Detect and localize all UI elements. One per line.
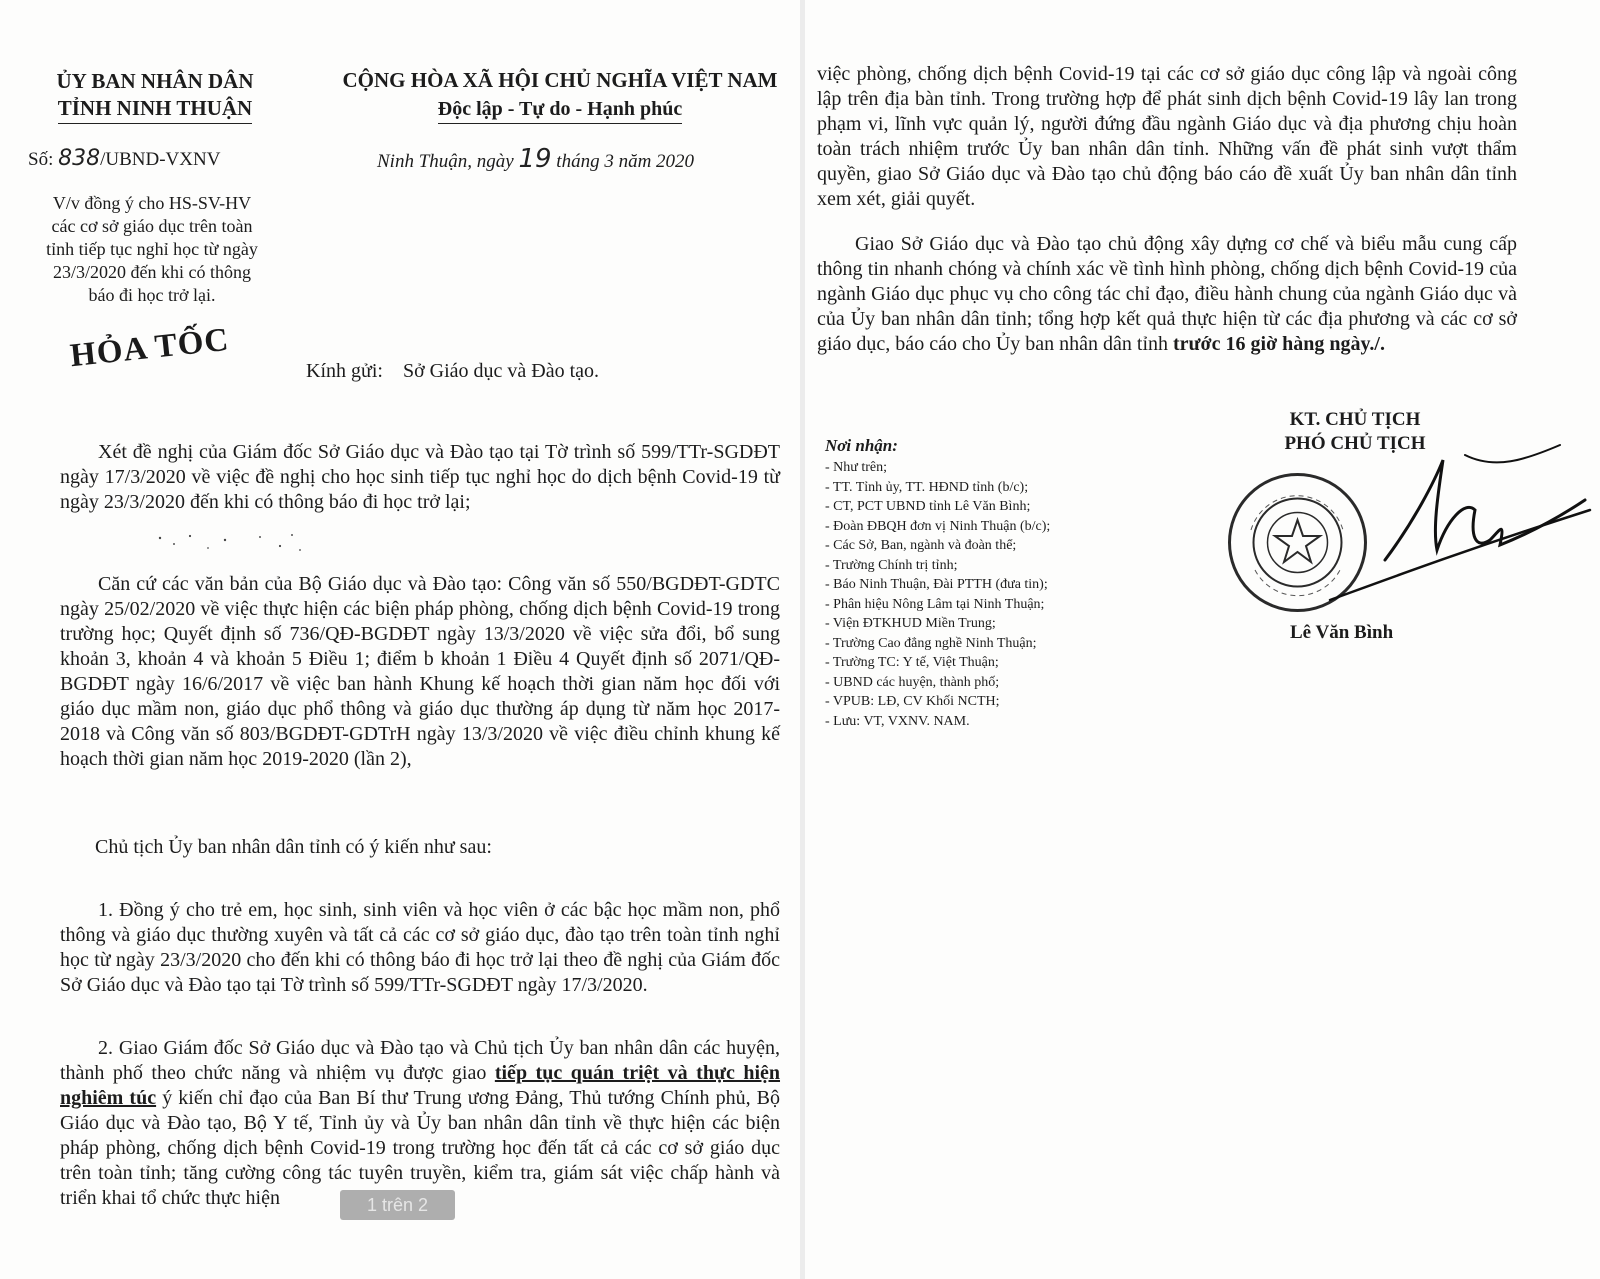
recipient-item: - Trường TC: Y tế, Việt Thuận; — [825, 655, 999, 670]
recipient-item: - Lưu: VT, VXNV. NAM. — [825, 713, 970, 729]
kinh-gui-recipient: Sở Giáo dục và Đào tạo. — [402, 360, 600, 382]
recipient-item: - VPUB: LĐ, CV Khối NCTH; — [825, 694, 1000, 709]
item-2-emphasis: tiếp tục quán triệt và thực hiện nghiêm túc — [60, 1062, 781, 1109]
recipient-item: - TT. Tỉnh ủy, TT. HĐND tỉnh (b/c); — [825, 479, 1029, 495]
paragraph-proposal: Xét đề nghị của Giám đốc Sở Giáo dục và Đào tạo tại Tờ trình số 599/TTr-SGDĐT ngày 17/3/2020 về việc đề nghị cho học sinh tiếp tục nghỉ học do dịch bệnh Covid-19 từ ngày 23/3/2020 đến khi có thông báo đi học trở lại; — [60, 441, 780, 513]
date-prefix: Ninh Thuận, ngày — [377, 151, 514, 172]
urgent-stamp: HỎA TỐC — [68, 321, 231, 375]
paragraph-opinion-intro: Chủ tịch Ủy ban nhân dân tỉnh có ý kiến như sau: — [95, 836, 492, 858]
item-2-start: 2. Giao Giám đốc Sở Giáo dục và Đào tạo và Chủ tịch Ủy ban nhân dân các huyện, thành phố theo chức năng và nhiệm vụ được giao — [60, 1037, 780, 1084]
paragraph-item-2 — [60, 1036, 780, 1211]
so-number-handwritten: 838 — [58, 146, 101, 171]
recipient-item: - CT, PCT UBND tỉnh Lê Văn Bình; — [825, 499, 1031, 514]
item-2-rest: ý kiến chỉ đạo của Ban Bí thư Trung ương Đảng, Thủ tướng Chính phủ, Bộ Giáo dục và Đào tạo, Bộ Y tế, Tỉnh ủy và Ủy ban nhân dân tỉnh về thực hiện các biện pháp phòng, chống dịch bệnh Covid-19 trong trường học đến tất cả các cơ sở giáo dục trên toàn tỉnh; tăng cường công tác tuyên truyền, kiểm tra, giám sát việc chấp hành và triển khai tổ chức thực hiện — [60, 1087, 781, 1209]
signer-line-1: KT. CHỦ TỊCH — [1289, 409, 1421, 430]
handwritten-signature — [1325, 440, 1595, 610]
issuing-authority — [40, 68, 270, 124]
scan-specks — [150, 530, 320, 560]
national-heading — [320, 66, 800, 124]
signer-name: Lê Văn Bình — [1290, 622, 1394, 643]
recipient-item: - Phân hiệu Nông Lâm tại Ninh Thuận; — [825, 596, 1045, 612]
recipient-item: - UBND các huyện, thành phố; — [825, 674, 1000, 690]
date-suffix: tháng 3 năm 2020 — [556, 151, 695, 172]
reporting-text: Giao Sở Giáo dục và Đào tạo chủ động xây dựng cơ chế và biểu mẫu cung cấp thông tin nhanh chóng và chính xác về tình hình phòng, chống dịch bệnh Covid-19 của ngành Giáo dục phục vụ cho công tác chỉ đạo, điều hành chung của ngành Giáo dục và của Ủy ban nhân dân tỉnh; tổng hợp kết quả thực hiện từ các địa phương và các cơ sở giáo dục, báo cáo cho Ủy ban nhân dân tỉnh — [817, 233, 1517, 355]
signer-line-2: PHÓ CHỦ TỊCH — [1284, 433, 1426, 454]
date-day-handwritten: 19 — [518, 144, 552, 174]
recipient-item: - Như trên; — [825, 460, 888, 475]
subject-line: báo đi học trở lại. — [88, 285, 216, 305]
document-number — [28, 146, 220, 171]
so-label: Số: — [28, 149, 54, 170]
subject-line: tỉnh tiếp tục nghỉ học từ ngày — [46, 239, 258, 259]
paragraph-reporting — [817, 232, 1517, 357]
paragraph-legal-basis: Căn cứ các văn bản của Bộ Giáo dục và Đào tạo: Công văn số 550/BGDĐT-GDTC ngày 25/02/2020 về việc thực hiện các biện pháp phòng, chống dịch bệnh Covid-19 trong trường học; Quyết định số 736/QĐ-BGDĐT ngày 13/3/2020 về việc sửa đổi, bổ sung khoản 3, khoản 4 và khoản 5 Điều 1; điểm b khoản 1 Điều 4 Quyết định số 2071/QĐ-BGDĐT ngày 16/6/2017 về việc ban hành Khung kế hoạch thời gian năm học đối với giáo dục mầm non, giáo dục phổ thông và giáo dục thường áp dụng từ năm học 2017-2018 và Công văn số 803/BGDĐT-GDTrH ngày 13/3/2020 về việc điều chỉnh khung kế hoạch thời gian năm học 2019-2020 (lần 2), — [60, 573, 780, 770]
subject-line: các cơ sở giáo dục trên toàn — [51, 216, 253, 236]
paragraph-item-1: 1. Đồng ý cho trẻ em, học sinh, sinh viên và học viên ở các bậc học mầm non, phổ thông và giáo dục thường xuyên và tất cả các cơ sở giáo dục, đào tạo trên toàn tỉnh nghỉ học từ ngày 23/3/2020 cho đến khi có thông báo đi học trở lại theo đề nghị của Giám đốc Sở Giáo dục và Đào tạo tại Tờ trình số 599/TTr-SGDĐT ngày 17/3/2020. — [60, 899, 780, 996]
nation-title: CỘNG HÒA XÃ HỘI CHỦ NGHĨA VIỆT NAM — [342, 68, 778, 92]
recipient-item: - Các Sở, Ban, ngành và đoàn thể; — [825, 538, 1017, 553]
subject-line: V/v đồng ý cho HS-SV-HV — [52, 193, 252, 213]
document-page-2 — [805, 0, 1600, 1279]
org-line-1: ỦY BAN NHÂN DÂN — [56, 69, 254, 93]
recipient-item: - Viện ĐTKHUD Miền Trung; — [825, 616, 996, 631]
recipient-item: - Trường Cao đẳng nghề Ninh Thuận; — [825, 635, 1037, 651]
subject-block — [18, 192, 286, 307]
recipient-item: - Báo Ninh Thuận, Đài PTTH (đưa tin); — [825, 577, 1048, 592]
recipient-line — [306, 360, 599, 383]
kinh-gui-label: Kính gửi: — [306, 360, 383, 382]
recipient-item: - Đoàn ĐBQH đơn vị Ninh Thuận (b/c); — [825, 518, 1051, 534]
recipient-item: - Trường Chính trị tỉnh; — [825, 557, 958, 573]
so-suffix: /UBND-VXNV — [100, 149, 221, 170]
org-line-2: TỈNH NINH THUẬN — [58, 95, 252, 124]
recipients-title: Nơi nhận: — [825, 436, 898, 455]
motto: Độc lập - Tự do - Hạnh phúc — [438, 95, 682, 124]
subject-line: 23/3/2020 đến khi có thông — [53, 262, 251, 282]
reporting-end-mark: ./. — [1369, 333, 1385, 355]
paragraph-continuation: việc phòng, chống dịch bệnh Covid-19 tại các cơ sở giáo dục công lập và ngoài công lập trên địa bàn tỉnh. Trong trường hợp để phát sinh dịch bệnh Covid-19 lây lan trong phạm vi, lĩnh vực quản lý, người đứng đầu ngành Giáo dục và địa phương chịu hoàn toàn trách nhiệm trước Ủy ban nhân dân tỉnh. Những vấn đề phát sinh vượt thẩm quyền, giao Sở Giáo dục và Đào tạo chủ động báo cáo đề xuất Ủy ban nhân dân tỉnh xem xét, giải quyết. — [817, 63, 1517, 210]
recipients-list — [825, 458, 1155, 731]
date-line — [377, 144, 694, 174]
reporting-deadline: trước 16 giờ hàng ngày — [1173, 333, 1370, 355]
page-indicator-badge: 1 trên 2 — [340, 1190, 455, 1220]
